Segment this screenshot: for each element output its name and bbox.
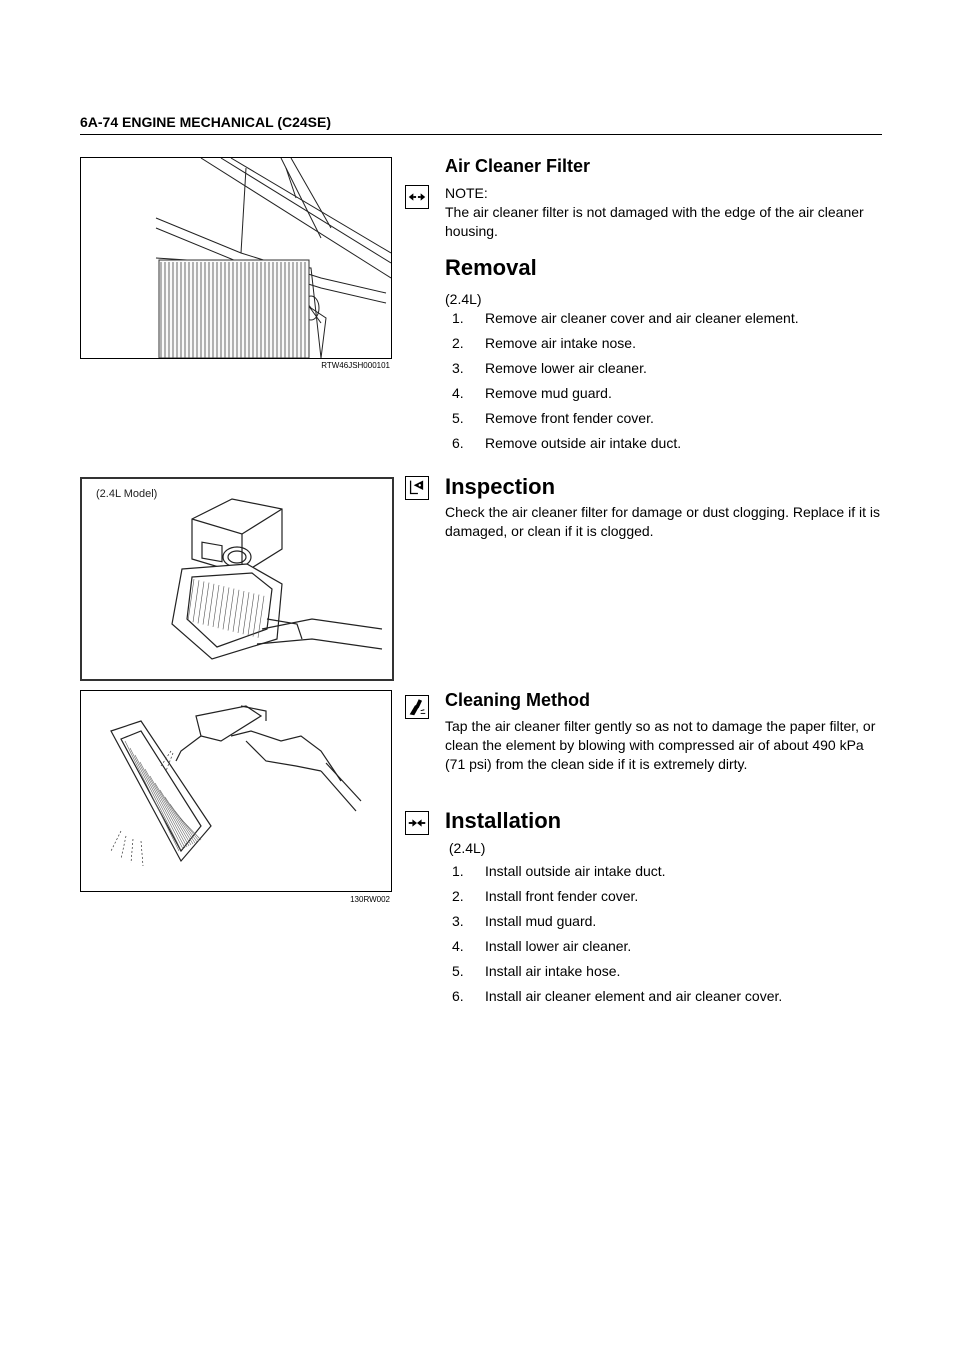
step-number: 3.: [452, 360, 464, 376]
list-item: [445, 434, 799, 459]
step-number: 1.: [452, 310, 464, 326]
step-text: Install mud guard.: [485, 913, 597, 929]
list-item: [445, 384, 799, 409]
cleaning-brush-icon: [405, 695, 429, 719]
page-title: 6A-74 ENGINE MECHANICAL (C24SE): [80, 114, 332, 130]
list-item: [445, 334, 799, 359]
connect-arrows-icon: [405, 811, 429, 835]
step-number: 5.: [452, 963, 464, 979]
section-title-air-cleaner: Air Cleaner Filter: [445, 156, 591, 176]
list-item: [445, 409, 799, 434]
step-text: Remove air intake nose.: [485, 335, 636, 351]
step-text: Install air cleaner element and air cleaner cover.: [485, 988, 783, 1004]
list-item: [445, 359, 799, 384]
step-text: Remove outside air intake duct.: [485, 435, 682, 451]
step-text: Install front fender cover.: [485, 888, 639, 904]
step-text: Install air intake hose.: [485, 963, 621, 979]
installation-variant: (2.4L): [445, 840, 486, 856]
figure-cleaning-method: [80, 690, 392, 892]
disconnect-arrows-icon: [405, 185, 429, 209]
step-text: Remove mud guard.: [485, 385, 612, 401]
list-item: [445, 912, 782, 937]
inspect-eye-icon: [405, 476, 429, 500]
removal-variant: (2.4L): [445, 291, 482, 307]
step-text: Remove lower air cleaner.: [485, 360, 647, 376]
air-cleaner-housing-illustration: [81, 158, 391, 358]
figure-code-label-3: 130RW002: [350, 895, 390, 904]
step-number: 1.: [452, 863, 464, 879]
step-number: 3.: [452, 913, 464, 929]
air-cleaner-model-illustration: [82, 479, 392, 679]
removal-steps: [445, 309, 799, 459]
section-title-installation: Installation: [445, 808, 562, 833]
figure-code-label: RTW46JSH000101: [321, 361, 390, 370]
step-number: 2.: [452, 888, 464, 904]
figure-air-cleaner-model: [80, 477, 394, 681]
cleaning-text: Tap the air cleaner filter gently so as not to damage the paper filter, or clean the element by blowing with compressed air of about 490 kPa (71 psi) from the clean side if it is extremely dirty.: [445, 718, 876, 772]
list-item: [445, 887, 782, 912]
installation-steps: [445, 862, 782, 1012]
section-title-inspection: Inspection: [445, 474, 556, 499]
step-text: Install lower air cleaner.: [485, 938, 632, 954]
inspection-text: Check the air cleaner filter for damage or dust clogging. Replace if it is damaged, or clean if it is clogged.: [445, 504, 880, 539]
cleaning-method-illustration: [81, 691, 391, 891]
section-title-removal: Removal: [445, 255, 537, 280]
page-header: [80, 112, 882, 135]
step-text: Install outside air intake duct.: [485, 863, 666, 879]
step-text: Remove front fender cover.: [485, 410, 654, 426]
list-item: [445, 987, 782, 1012]
list-item: [445, 862, 782, 887]
list-item: [445, 937, 782, 962]
step-number: 4.: [452, 385, 464, 401]
note-text: The air cleaner filter is not damaged with the edge of the air cleaner housing.: [445, 204, 864, 239]
section-title-cleaning: Cleaning Method: [445, 690, 590, 710]
step-number: 6.: [452, 435, 464, 451]
figure-model-label: (2.4L Model): [96, 488, 158, 500]
list-item: [445, 962, 782, 987]
step-number: 4.: [452, 938, 464, 954]
note-label: NOTE:: [445, 185, 488, 201]
step-number: 5.: [452, 410, 464, 426]
step-number: 2.: [452, 335, 464, 351]
step-number: 6.: [452, 988, 464, 1004]
figure-air-cleaner-housing: [80, 157, 392, 359]
list-item: [445, 309, 799, 334]
step-text: Remove air cleaner cover and air cleaner element.: [485, 310, 799, 326]
